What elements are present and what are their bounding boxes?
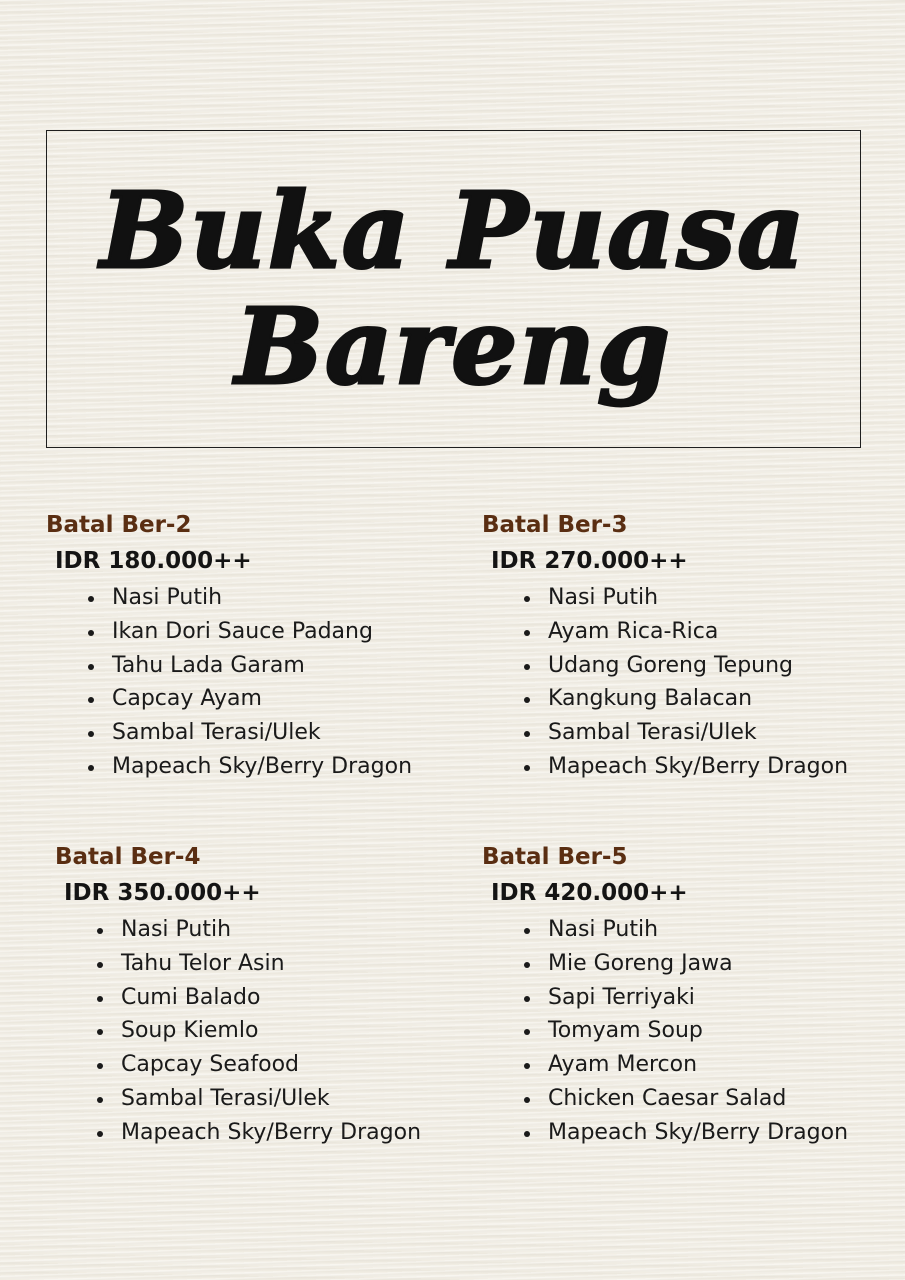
menu-block-batal-ber-5 (482, 842, 848, 1150)
bullet-icon (524, 1097, 530, 1103)
bullet-icon (524, 765, 530, 771)
bullet-icon (97, 1063, 103, 1069)
bullet-icon (97, 962, 103, 968)
menu-price: IDR 270.000++ (491, 548, 688, 574)
menu-price: IDR 350.000++ (64, 880, 261, 906)
list-item (524, 947, 848, 981)
list-item (97, 1116, 421, 1150)
bullet-icon (97, 1131, 103, 1137)
bullet-icon (97, 928, 103, 934)
menu-item-label: Sambal Terasi/Ulek (112, 720, 321, 746)
bullet-icon (524, 1131, 530, 1137)
list-item (97, 947, 421, 981)
menu-item-label: Tomyam Soup (548, 1018, 703, 1044)
menu-item-label: Ikan Dori Sauce Padang (112, 618, 373, 644)
title-line-2: Bareng (235, 285, 672, 408)
bullet-icon (97, 996, 103, 1002)
bullet-icon (97, 1097, 103, 1103)
bullet-icon (97, 1029, 103, 1035)
bullet-icon (88, 596, 94, 602)
menu-price: IDR 180.000++ (55, 548, 252, 574)
list-item (524, 649, 848, 683)
title-frame (46, 130, 861, 448)
bullet-icon (524, 596, 530, 602)
menu-price: IDR 420.000++ (491, 880, 688, 906)
list-item (524, 1048, 848, 1082)
list-item (97, 1048, 421, 1082)
menu-block-batal-ber-3 (482, 510, 848, 784)
title-line-1: Buka Puasa (100, 168, 807, 292)
menu-name: Batal Ber-4 (55, 844, 201, 870)
menu-item-label: Tahu Lada Garam (112, 652, 305, 678)
menu-item-label: Nasi Putih (121, 917, 232, 942)
menu-item-label: Udang Goreng Tepung (548, 652, 794, 678)
menu-item-label: Mapeach Sky/Berry Dragon (548, 1119, 849, 1145)
list-item (524, 913, 848, 947)
menu-item-label: Nasi Putih (112, 585, 223, 610)
list-item (88, 750, 412, 784)
menu-item-label: Mie Goreng Jawa (548, 950, 733, 976)
list-item (524, 1082, 848, 1116)
menu-item-label: Mapeach Sky/Berry Dragon (121, 1119, 422, 1145)
bullet-icon (88, 697, 94, 703)
menu-item-label: Sambal Terasi/Ulek (121, 1085, 330, 1111)
menu-item-label: Capcay Ayam (112, 686, 262, 712)
list-item (524, 716, 848, 750)
list-item (97, 1014, 421, 1048)
menu-item-label: Sapi Terriyaki (548, 984, 695, 1010)
bullet-icon (524, 1063, 530, 1069)
bullet-icon (524, 664, 530, 670)
menu-item-label: Soup Kiemlo (121, 1018, 259, 1044)
bullet-icon (524, 1029, 530, 1035)
menu-name: Batal Ber-2 (46, 512, 192, 538)
menu-item-label: Mapeach Sky/Berry Dragon (112, 753, 413, 779)
menu-name: Batal Ber-5 (482, 844, 628, 870)
menu-item-list (97, 913, 421, 1150)
list-item (88, 682, 412, 716)
bullet-icon (524, 731, 530, 737)
menu-item-label: Mapeach Sky/Berry Dragon (548, 753, 849, 779)
menu-item-label: Ayam Mercon (548, 1052, 698, 1078)
bullet-icon (524, 630, 530, 636)
menu-item-label: Chicken Caesar Salad (548, 1085, 787, 1111)
menu-block-batal-ber-4 (55, 842, 421, 1150)
list-item (88, 716, 412, 750)
bullet-icon (524, 697, 530, 703)
bullet-icon (524, 928, 530, 934)
menu-item-list (524, 913, 848, 1150)
list-item (97, 1082, 421, 1116)
menu-item-label: Tahu Telor Asin (121, 950, 285, 976)
menu-item-label: Ayam Rica-Rica (548, 618, 719, 644)
menu-item-label: Nasi Putih (548, 585, 659, 610)
menu-item-list (524, 581, 848, 784)
menu-item-label: Cumi Balado (121, 984, 261, 1010)
list-item (524, 581, 848, 615)
menu-item-label: Sambal Terasi/Ulek (548, 720, 757, 746)
list-item (524, 682, 848, 716)
list-item (524, 1014, 848, 1048)
menu-item-label: Nasi Putih (548, 917, 659, 942)
list-item (97, 913, 421, 947)
menu-item-label: Kangkung Balacan (548, 686, 753, 712)
list-item (524, 1116, 848, 1150)
menu-name: Batal Ber-3 (482, 512, 628, 538)
list-item (97, 981, 421, 1015)
list-item (524, 750, 848, 784)
list-item (524, 615, 848, 649)
menu-item-list (88, 581, 412, 784)
bullet-icon (88, 664, 94, 670)
list-item (88, 615, 412, 649)
bullet-icon (524, 962, 530, 968)
menu-item-label: Capcay Seafood (121, 1052, 300, 1078)
list-item (524, 981, 848, 1015)
bullet-icon (88, 731, 94, 737)
list-item (88, 649, 412, 683)
menu-block-batal-ber-2 (46, 510, 412, 784)
bullet-icon (524, 996, 530, 1002)
bullet-icon (88, 765, 94, 771)
bullet-icon (88, 630, 94, 636)
list-item (88, 581, 412, 615)
